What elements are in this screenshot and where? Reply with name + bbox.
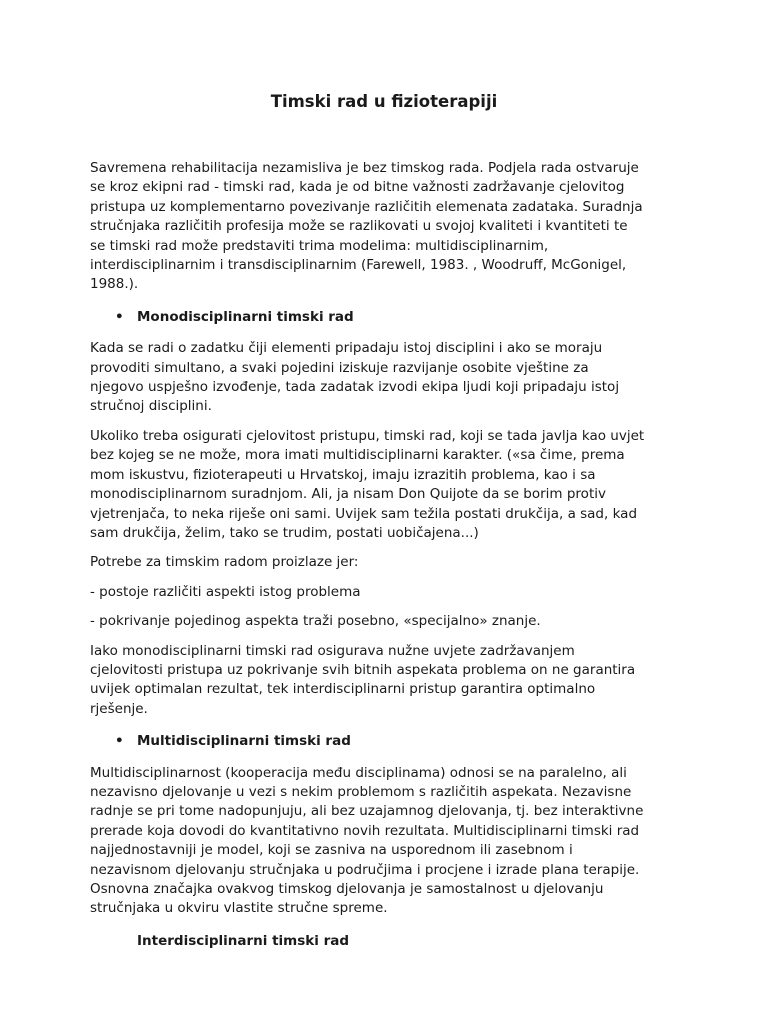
paragraph: Potrebe za timskim radom proizlaze jer: [90, 554, 359, 571]
section-heading-multidisciplinarni [90, 732, 690, 751]
intro-paragraph: Savremena rehabilitacija nezamisliva je bez timskog rada. Podjela rada ostvaruje se kroz ekipni rad - timski rad, kada je od bitne važnosti zadržavanje cjelovitog pristupa uz komplementarno povezivanje različitih elemenata zadataka. Suradnja stručnjaka različitih profesija može se razlikovati u svojoj kvaliteti i kvantiteti te se timski rad može predstaviti trima modelima: multidisciplinarnim, interdisciplinarnim i transdisciplinarnim (Farewell, 1983. , Woodruff, McGonigel, 1988.). [90, 160, 643, 293]
section-heading-label: Monodisciplinarni timski rad [137, 308, 354, 325]
paragraph: Ukoliko treba osigurati cjelovitost pristupu, timski rad, koji se tada javlja kao uvjet bez kojeg se ne može, mora imati multidisciplinarni karakter. («sa čime, prema mom iskustvu, fizioterapeuti u Hrvatskoj, imaju izrazitih problema, kao i sa monodisciplinarnom suradnjom. Ali, ja nisam Don Quijote da se borim protiv vjetrenjača, to neka riješe oni sami. Uvijek sam težila postati drukčija, a sad, kad sam drukčija, želim, tako se trudim, postati uobičajena...) [90, 427, 645, 541]
paragraph: Kada se radi o zadatku čiji elementi pripadaju istoj disciplini i ako se moraju provoditi simultano, a svaki pojedini iziskuje razvijanje osobite vještine za njegovo uspješno izvođenje, tada zadatak izvodi ekipa ljudi koji pripadaju istoj stručnoj disciplini. [90, 340, 620, 415]
bullet-icon: • [115, 308, 124, 325]
section-heading-monodisciplinarni [90, 308, 690, 327]
page-title: Timski rad u fizioterapiji [270, 92, 498, 111]
section-heading-label: Multidisciplinarni timski rad [137, 733, 351, 750]
list-line: - postoje različiti aspekti istog problema [90, 583, 361, 600]
document-body [90, 159, 690, 951]
paragraph: Iako monodisciplinarni timski rad osigurava nužne uvjete zadržavanjem cjelovitosti pristupa uz pokrivanje svih bitnih aspekata problema on ne garantira uvijek optimalan rezultat, tek interdisciplinarni pristup garantira optimalno rješenje. [90, 642, 636, 717]
list-line: - pokrivanje pojedinog aspekta traži posebno, «specijalno» znanje. [90, 613, 541, 630]
bullet-icon: • [115, 733, 124, 750]
section-heading-interdisciplinarni: Interdisciplinarni timski rad [137, 932, 350, 949]
paragraph: Multidisciplinarnost (kooperacija među disciplinama) odnosi se na paralelno, ali nezavisno djelovanje u vezi s nekim problemom s različitih aspekata. Nezavisne radnje se pri tome nadopunjuju, ali bez uzajamnog djelovanja, tj. bez interaktivne prerade koja dovodi do kvantitativno novih rezultata. Multidisciplinarni timski rad najjednostavniji je model, koji se zasniva na usporednom ili zasebnom i nezavisnom djelovanju stručnjaka u područjima i procjene i izrade plana terapije. Osnovna značajka ovakvog timskog djelovanja je samostalnost u djelovanju stručnjaka u okviru vlastite stručne spreme. [90, 764, 644, 917]
